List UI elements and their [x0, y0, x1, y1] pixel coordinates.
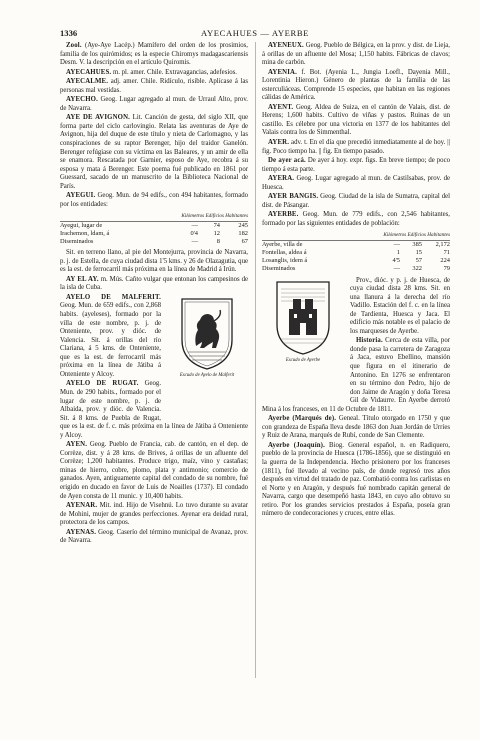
dictionary-entry	[262, 157, 450, 174]
entry-headword: De ayer acá.	[268, 157, 306, 165]
entry-headword: AYECALME.	[66, 78, 109, 86]
coat-of-arms-ayerbe-figure	[262, 279, 344, 401]
table-header: Kilómetros Edificios Habitantes	[383, 232, 450, 239]
dictionary-entry	[60, 249, 248, 275]
table-row	[262, 265, 450, 273]
table-cell-buildings: 12	[213, 229, 220, 237]
entry-body: Geog. Lugar agregado al mun. de Urraul Alto, prov. de Navarra.	[60, 96, 248, 112]
table-row	[60, 222, 248, 230]
shield-castle-icon	[273, 279, 333, 357]
table-row	[262, 241, 450, 249]
dictionary-entry	[262, 104, 450, 138]
entry-body: m. Mús. Cañto vulgar que entonan los campesinos de la isla de Cuba.	[60, 275, 248, 292]
table-header: Kilómetros Edificios Habitantes	[181, 213, 248, 220]
table-cell-name: Diseminados	[262, 265, 296, 273]
table-cell-km: —	[191, 221, 198, 229]
entry-body: adv. t. En el día que precedió inmediatamente al de hoy. || fig. Poco tiempo ha. || fig. En tiempo pasado.	[262, 139, 450, 155]
entry-body: Geog. Mun. de 94 edifs., con 494 habitantes, formado por los entidades:	[60, 192, 248, 208]
table-row	[60, 238, 248, 246]
table-cell-buildings: 385	[412, 240, 422, 248]
entry-headword: AYENEUX.	[268, 42, 304, 49]
dictionary-entry	[262, 139, 450, 156]
running-title: AYECAHUES — AYERBE	[200, 28, 310, 38]
entry-body: Prov., dióc. y p. j. de Huesca, de cuya ciudad dista 28 kms. Sit. en una llanura á la derecha del río Vadillo. Estación del f. c. en la línea de Tardienta, Huesca y Jaca. El edificio más notable es el palacio de los marqueses de Ayerbe.	[350, 276, 450, 335]
right-column	[262, 42, 450, 682]
entry-headword: AYEN.	[66, 441, 88, 449]
entry-headword: AYER BANGIS.	[268, 193, 319, 201]
entry-body: Geog. Pueblo de Francia, cab. de cantón, en el dep. de Corrèze, dist. y á 28 kms. de Brives, á orillas de un afluente del Corrèze; 1,200 habitantes. Produce trigo, maíz, vino y castañas; minas de hierro, cobre, plomo, plata y antimonio; comercio de ganados. Ayen, antiguamente capital del condado de su nombre, fué erigido en ducado en favor de Luis de Noailles (1737). El condado de Ayen consta de 11 munic. y 10,400 habits.	[60, 441, 248, 500]
dictionary-entry	[262, 69, 450, 103]
entry-body: Sit. en terreno llano, al pie del Montejurra, provincia de Navarra, p. j. de Estella, de cuya ciudad dista 1'5 kms. y 26 de Olazagutia, que es la est. de ferrocarril más próxima en la línea de Madrid á Irún.	[60, 249, 248, 274]
table-cell-km: 1	[396, 248, 400, 256]
table-cell-inhabitants: 79	[443, 265, 450, 273]
table-row	[60, 230, 248, 238]
dictionary-entry	[262, 42, 450, 68]
table-row	[262, 249, 450, 257]
entry-body: Biog. General español, n. en Radiquero, pueblo de la provincia de Huesca (1786-1856), que se distinguió en la guerra de la Independencia. Hecho prisionero por los franceses (1811), fué llevado al vecino país, de donde regresó tres años después en virtud del tratado de paz. Combatió contra los carlistas en el Norte y en Aragón, y después fué nombrado capitán general de Navarra, cargo que desempeñó hasta 1843, en cuyo año obtuvo su retiro. Por los grandes servicios prestados á España, poseía gran número de condecoraciones y cruces, entre ellas.	[262, 441, 450, 518]
entry-body: Geog. Aldea de Suiza, en el cantón de Valais, dist. de Herens; 1,600 habits. Cultivo de viñas y pastos. Ruinas de un castillo. Es célebre por una victoria en 1377 de los habitantes del Valais contra los de Simmenthal.	[262, 103, 450, 137]
dictionary-entry	[60, 192, 248, 209]
shield-lion-icon	[178, 296, 236, 372]
population-table	[60, 212, 248, 246]
figure-caption: Escudo de Ayerbe	[285, 357, 321, 363]
dictionary-entry	[60, 529, 248, 546]
entry-body: Lit. Canción de gesta, del siglo XII, que forma parte del ciclo carlovingio. Relata las aventuras de Aye de Avignon, hija del duque de este título y nieta de Carlomagno, y las conspiraciones de su raptor Berenger, hijo del traidor Ganelón. Berenger refúgiase con su víctima en las Baleares, y un amir de ella se enamora. Rescatada por Garnier, esposo de Aye, recobra á su esposa y mata á Berenger. Este poema fué publicado en 1861 por Guessard, sacado de un manuscrito de la Biblioteca Nacional de París.	[60, 114, 248, 190]
table-cell-inhabitants: 71	[443, 248, 450, 256]
entry-body: Geog. Mun. de 290 habits., formado por el lugar de este nombre, p. j. de Albaida, prov. y dióc. de Valencia. Sit. á 8 kms. de Puebla de Rugat, que es la est. de f. c. más próxima en la línea de Játiba á Onteniente y Alcoy.	[60, 380, 248, 439]
dictionary-entry	[60, 276, 248, 293]
entry-headword: AYER.	[268, 139, 290, 147]
entry-headword: Historia.	[356, 337, 383, 345]
dictionary-entry	[262, 193, 450, 210]
entry-body: Geog. Mun. de 659 edifs., con 2,868 habits. (ayeleses), formado por la villa de este nombre, p. j. de Onteniente, prov. y dióc. de Valencia. Sit. á orillas del río Clariana, á 5 kms. de Onteniente, que es la est. de ferrocarril más próxima en la línea de Játiba á Onteniente y Alcoy.	[60, 302, 161, 378]
dictionary-entry	[262, 415, 450, 441]
dictionary-entry	[262, 175, 450, 192]
entry-body: Geneal. Título otorgado en 1750 y que con grandeza de España lleva desde 1863 don Juan Jordán de Urríes y Ruiz de Arana, marqués de Rubí, conde de San Clemente.	[262, 415, 450, 440]
dictionary-entry	[262, 442, 450, 519]
entry-headword: Ayerbe (Marqués de).	[268, 415, 337, 423]
entry-headword: AY EL AY.	[66, 275, 99, 283]
page-number: 1336	[60, 28, 78, 38]
entry-headword: AYECHO.	[66, 96, 98, 104]
table-cell-name: Losanglis, idem á	[262, 257, 308, 265]
entry-headword: AYELO DE MALFERIT.	[66, 293, 161, 301]
table-cell-inhabitants: 182	[238, 229, 248, 237]
entry-headword: AYERBE.	[268, 211, 299, 219]
table-cell-km: 4'5	[392, 257, 400, 265]
entry-headword: AYENAS.	[66, 528, 97, 536]
entry-body: Geog. Pueblo de Bélgica, en la prov. y dist. de Lieja, á orillas de un afluente del Mosa; 1,150 habits. Fábricas de clavos; mina de carbón.	[262, 42, 450, 67]
entry-headword: AYENAR.	[66, 502, 98, 510]
dictionary-entry	[60, 114, 248, 191]
entry-headword: Zool.	[66, 42, 82, 49]
table-cell-inhabitants: 224	[440, 257, 450, 265]
entry-headword: Ayerbe (Joaquín).	[268, 441, 325, 449]
table-cell-name: Fontellas, aldea á	[262, 248, 307, 256]
dictionary-entry	[262, 211, 450, 228]
table-cell-buildings: 322	[412, 265, 422, 273]
table-cell-name: Ayegui, lugar de	[60, 221, 103, 229]
left-column	[60, 42, 248, 682]
dictionary-entry	[60, 69, 248, 78]
entry-body: adj. amer. Chile. Ridículo, risible. Aplícase á las personas mal vestidas.	[60, 78, 248, 94]
entry-body: Cerca de esta villa, por donde pasa la carretera de Zaragoza á Jaca, estuvo Ebellino, mansión que figura en el itinerario de Antonino. En 1276 se enfrentaron en su término don Pedro, hijo de don Jaime de Aragón y doña Teresa Gil de Vidaurre. En Ayerbe derrotó Mina á los franceses, en 11 de Octubre de 1811.	[262, 337, 450, 413]
table-cell-name: Ayerbe, villa de	[262, 240, 303, 248]
table-row	[262, 257, 450, 265]
entry-body: Geog. Caserío del término municipal de Avanaz, prov. de Navarra.	[60, 528, 248, 545]
entry-headword: AYENT.	[268, 103, 294, 111]
dictionary-entry	[60, 96, 248, 113]
table-cell-inhabitants: 2,172	[435, 240, 450, 248]
entry-body: (Aye-Aye Lacép.) Mamífero del orden de los prosimios, familia de los quirómidos; es la especie Chiromys madagascariensis Desm. V. la descripción en el artículo Quiromis.	[60, 42, 248, 67]
entry-body: m. pl. amer. Chile. Extravagancias, adefesios.	[112, 68, 237, 76]
table-cell-name: Irachemon, ldam, á	[60, 229, 110, 237]
entry-headword: AYEGUI.	[66, 192, 96, 200]
entry-headword: AYE DE AVIGNON.	[66, 114, 131, 122]
entry-body: Mit. ind. Hijo de Visehnú. Lo tuvo durante su avatar de Mohini, mujer de grandes perfecciones. Ayenar era deidad rural, protectora de los campos.	[60, 502, 248, 527]
entry-body: Geog. Lugar agregado al mun. de Castilsabas, prov. de Huesca.	[262, 175, 450, 191]
page-header	[60, 28, 450, 42]
table-cell-buildings: 8	[216, 238, 220, 245]
entry-headword: AYERA.	[268, 175, 295, 183]
population-table	[262, 231, 450, 273]
entry-body: De ayer á hoy. expr. figs. En breve tiempo; de poco tiempo á esta parte.	[262, 157, 450, 173]
entry-body: Geog. Mun. de 779 edifs., con 2,546 habitantes, formado por las siguientes entidades de población:	[262, 211, 450, 227]
table-cell-km: —	[191, 238, 198, 245]
entry-body: Geog. Ciudad de la isla de Sumatra, capital del dist. de Pásangar.	[262, 193, 450, 209]
table-cell-buildings: 15	[415, 248, 422, 256]
table-cell-inhabitants: 245	[238, 221, 248, 229]
dictionary-entry	[60, 502, 248, 528]
dictionary-entry	[60, 441, 248, 501]
dictionary-entry	[60, 42, 248, 68]
entry-headword: AYENIA.	[268, 68, 297, 76]
table-cell-buildings: 74	[213, 221, 220, 229]
column-divider	[255, 42, 256, 678]
table-cell-km: —	[393, 240, 400, 248]
table-cell-km: 0'4	[190, 229, 198, 237]
figure-caption: Escudo de Ayelo de Malferit	[179, 372, 235, 378]
entry-headword: AYELO DE RUGAT.	[66, 380, 139, 388]
entry-body: f. Bot. (Ayenia L., Jungia Loefl., Dayenia Mill., Lorentinia Hieron.) Género de plantas de la familia de las esterculiáceas. Comprende 15 especies, que habitan en las regiones cálidas de América.	[262, 68, 450, 102]
table-cell-km: —	[393, 265, 400, 273]
dictionary-entry	[60, 78, 248, 95]
table-cell-name: Diseminados	[60, 238, 94, 245]
table-cell-buildings: 57	[415, 257, 422, 265]
table-cell-inhabitants: 67	[241, 238, 248, 245]
coat-of-arms-ayelo-figure	[166, 296, 248, 418]
entry-headword: AYECAHUES.	[66, 68, 112, 76]
